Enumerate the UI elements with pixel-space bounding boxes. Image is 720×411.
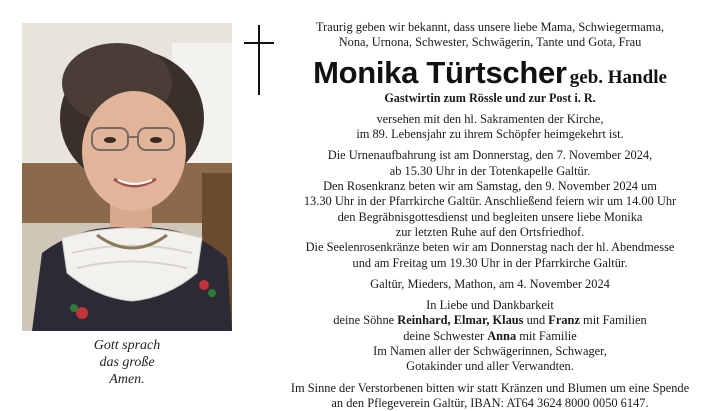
donation-note <box>280 381 700 411</box>
quote-line: Amen. <box>109 372 145 387</box>
mourners-sons <box>280 313 700 328</box>
mourners-others-line: Im Namen aller der Schwägerinnen, Schwager, <box>373 344 607 359</box>
sons-and: und <box>523 313 549 328</box>
death-notice <box>280 112 700 143</box>
death-notice-line: im 89. Lebensjahr zu ihrem Schöpfer heimgekehrt ist. <box>356 127 624 142</box>
funeral-line: und am Freitag um 19.30 Uhr in der Pfarrkirche Galtür. <box>352 255 628 270</box>
deceased-name: Monika Türtscher <box>313 54 567 90</box>
place-date: Galtür, Mieders, Mathon, am 4. November 2024 <box>370 276 610 291</box>
sister-suffix: mit Familie <box>516 328 577 343</box>
deceased-name-row <box>280 55 700 91</box>
funeral-line: 13.30 Uhr in der Pfarrkirche Galtür. Anschließend feiern wir um 14.00 Uhr <box>303 194 677 209</box>
portrait-illustration <box>22 23 232 331</box>
donation-line: Im Sinne der Verstorbenen bitten wir statt Kränzen und Blumen um eine Spende <box>290 380 690 395</box>
notice-text <box>280 20 700 411</box>
occupation: Gastwirtin zum Rössle und zur Post i. R. <box>384 90 596 105</box>
funeral-line: Den Rosenkranz beten wir am Samstag, den 9. November 2024 um <box>323 179 657 194</box>
sons-last: Franz <box>548 313 580 328</box>
funeral-line: Die Urnenaufbahrung ist am Donnerstag, den 7. November 2024, <box>327 148 653 163</box>
cross-icon <box>244 25 274 95</box>
portrait-photo <box>22 23 232 331</box>
maiden-name: geb. Handle <box>569 66 667 88</box>
intro <box>280 20 700 51</box>
funeral-line: ab 15.30 Uhr in der Totenkapelle Galtür. <box>389 163 591 178</box>
sons-suffix: mit Familien <box>579 313 647 328</box>
intro-line: Traurig geben wir bekannt, dass unsere liebe Mama, Schwiegermama, <box>315 20 665 34</box>
mourners-sister <box>280 329 700 344</box>
quote <box>22 337 232 388</box>
quote-line: das große <box>99 355 155 370</box>
sister-name: Anna <box>487 328 517 343</box>
sister-prefix: deine Schwester <box>403 328 488 343</box>
mourners <box>280 298 700 374</box>
quote-line: Gott sprach <box>93 338 161 353</box>
funeral-line: den Begräbnisgottesdienst und begleiten unsere liebe Monika <box>337 209 643 224</box>
mourners-intro: In Liebe und Dankbarkeit <box>426 298 554 313</box>
sons-prefix: deine Söhne <box>333 313 398 328</box>
funeral-details <box>280 148 700 270</box>
death-notice-line: versehen mit den hl. Sakramenten der Kirche, <box>376 111 604 126</box>
funeral-line: zur letzten Ruhe auf den Ortsfriedhof. <box>395 224 585 239</box>
funeral-line: Die Seelenrosenkränze beten wir am Donnerstag nach der hl. Abendmesse <box>305 240 675 255</box>
sons-names: Reinhard, Elmar, Klaus <box>397 313 524 328</box>
intro-line: Nona, Urnona, Schwester, Schwägerin, Tante und Gota, Frau <box>338 35 642 50</box>
donation-line: an den Pflegeverein Galtür, IBAN: AT64 3624 8000 0050 6147. <box>331 395 649 410</box>
mourners-others-line: Gotakinder und aller Verwandten. <box>406 359 574 374</box>
